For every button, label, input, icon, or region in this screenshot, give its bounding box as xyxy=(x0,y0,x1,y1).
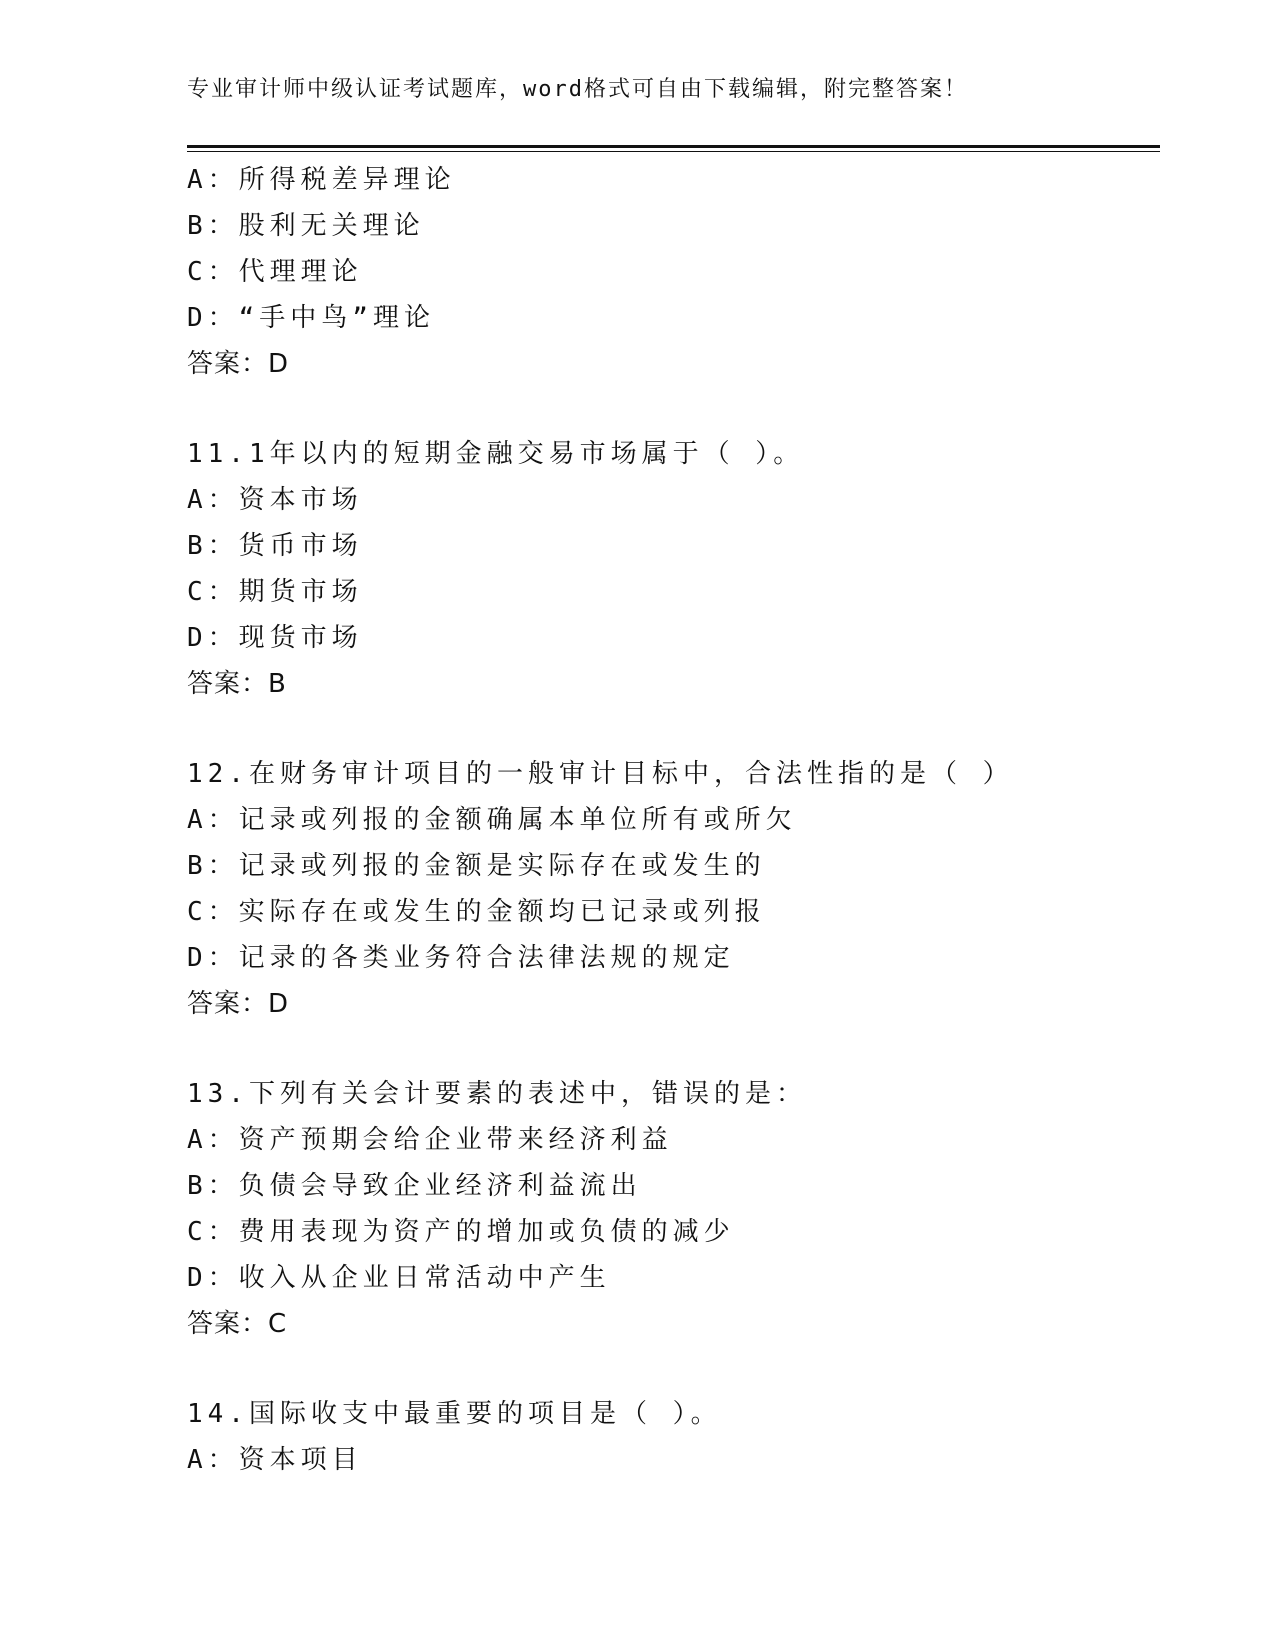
option-line: B：货币市场 xyxy=(187,531,363,561)
option-line: A：资产预期会给企业带来经济利益 xyxy=(187,1125,673,1155)
question-stem: 13.下列有关会计要素的表述中，错误的是： xyxy=(187,1079,807,1109)
option-line: D：“手中鸟”理论 xyxy=(187,303,435,333)
answer-line: 答案：B xyxy=(187,669,287,699)
header-rule-thick xyxy=(187,145,1160,148)
header-rule-thin xyxy=(187,151,1160,152)
question-gap xyxy=(187,1347,1160,1391)
question-gap xyxy=(187,707,1160,751)
question-gap xyxy=(187,387,1160,431)
option-line: B：负债会导致企业经济利益流出 xyxy=(187,1171,642,1201)
question-block xyxy=(187,751,1160,1027)
option-line: A：资本市场 xyxy=(187,485,363,515)
question-stem: 11.1年以内的短期金融交易市场属于（ ）。 xyxy=(187,439,805,469)
document-header: 专业审计师中级认证考试题库，word格式可自由下载编辑，附完整答案！ xyxy=(187,77,968,102)
option-line: A：所得税差异理论 xyxy=(187,165,456,195)
answer-line: 答案：D xyxy=(187,989,290,1019)
option-line: B：股利无关理论 xyxy=(187,211,425,241)
question-gap xyxy=(187,1027,1160,1071)
question-stem: 14.国际收支中最重要的项目是（ ）。 xyxy=(187,1399,722,1429)
option-line: D：记录的各类业务符合法律法规的规定 xyxy=(187,943,735,973)
option-line: B：记录或列报的金额是实际存在或发生的 xyxy=(187,851,766,881)
option-line: C：实际存在或发生的金额均已记录或列报 xyxy=(187,897,766,927)
question-block xyxy=(187,1391,1160,1483)
question-list xyxy=(187,157,1160,1483)
option-line: C：代理理论 xyxy=(187,257,363,287)
answer-line: 答案：D xyxy=(187,349,290,379)
option-line: A：记录或列报的金额确属本单位所有或所欠 xyxy=(187,805,797,835)
question-stem: 12.在财务审计项目的一般审计目标中，合法性指的是（ ） xyxy=(187,759,1014,789)
answer-line: 答案：C xyxy=(187,1309,288,1339)
option-line: A：资本项目 xyxy=(187,1445,363,1475)
option-line: D：现货市场 xyxy=(187,623,363,653)
option-line: D：收入从企业日常活动中产生 xyxy=(187,1263,611,1293)
option-line: C：期货市场 xyxy=(187,577,363,607)
question-block xyxy=(187,157,1160,387)
question-block xyxy=(187,431,1160,707)
option-line: C：费用表现为资产的增加或负债的减少 xyxy=(187,1217,735,1247)
question-block xyxy=(187,1071,1160,1347)
